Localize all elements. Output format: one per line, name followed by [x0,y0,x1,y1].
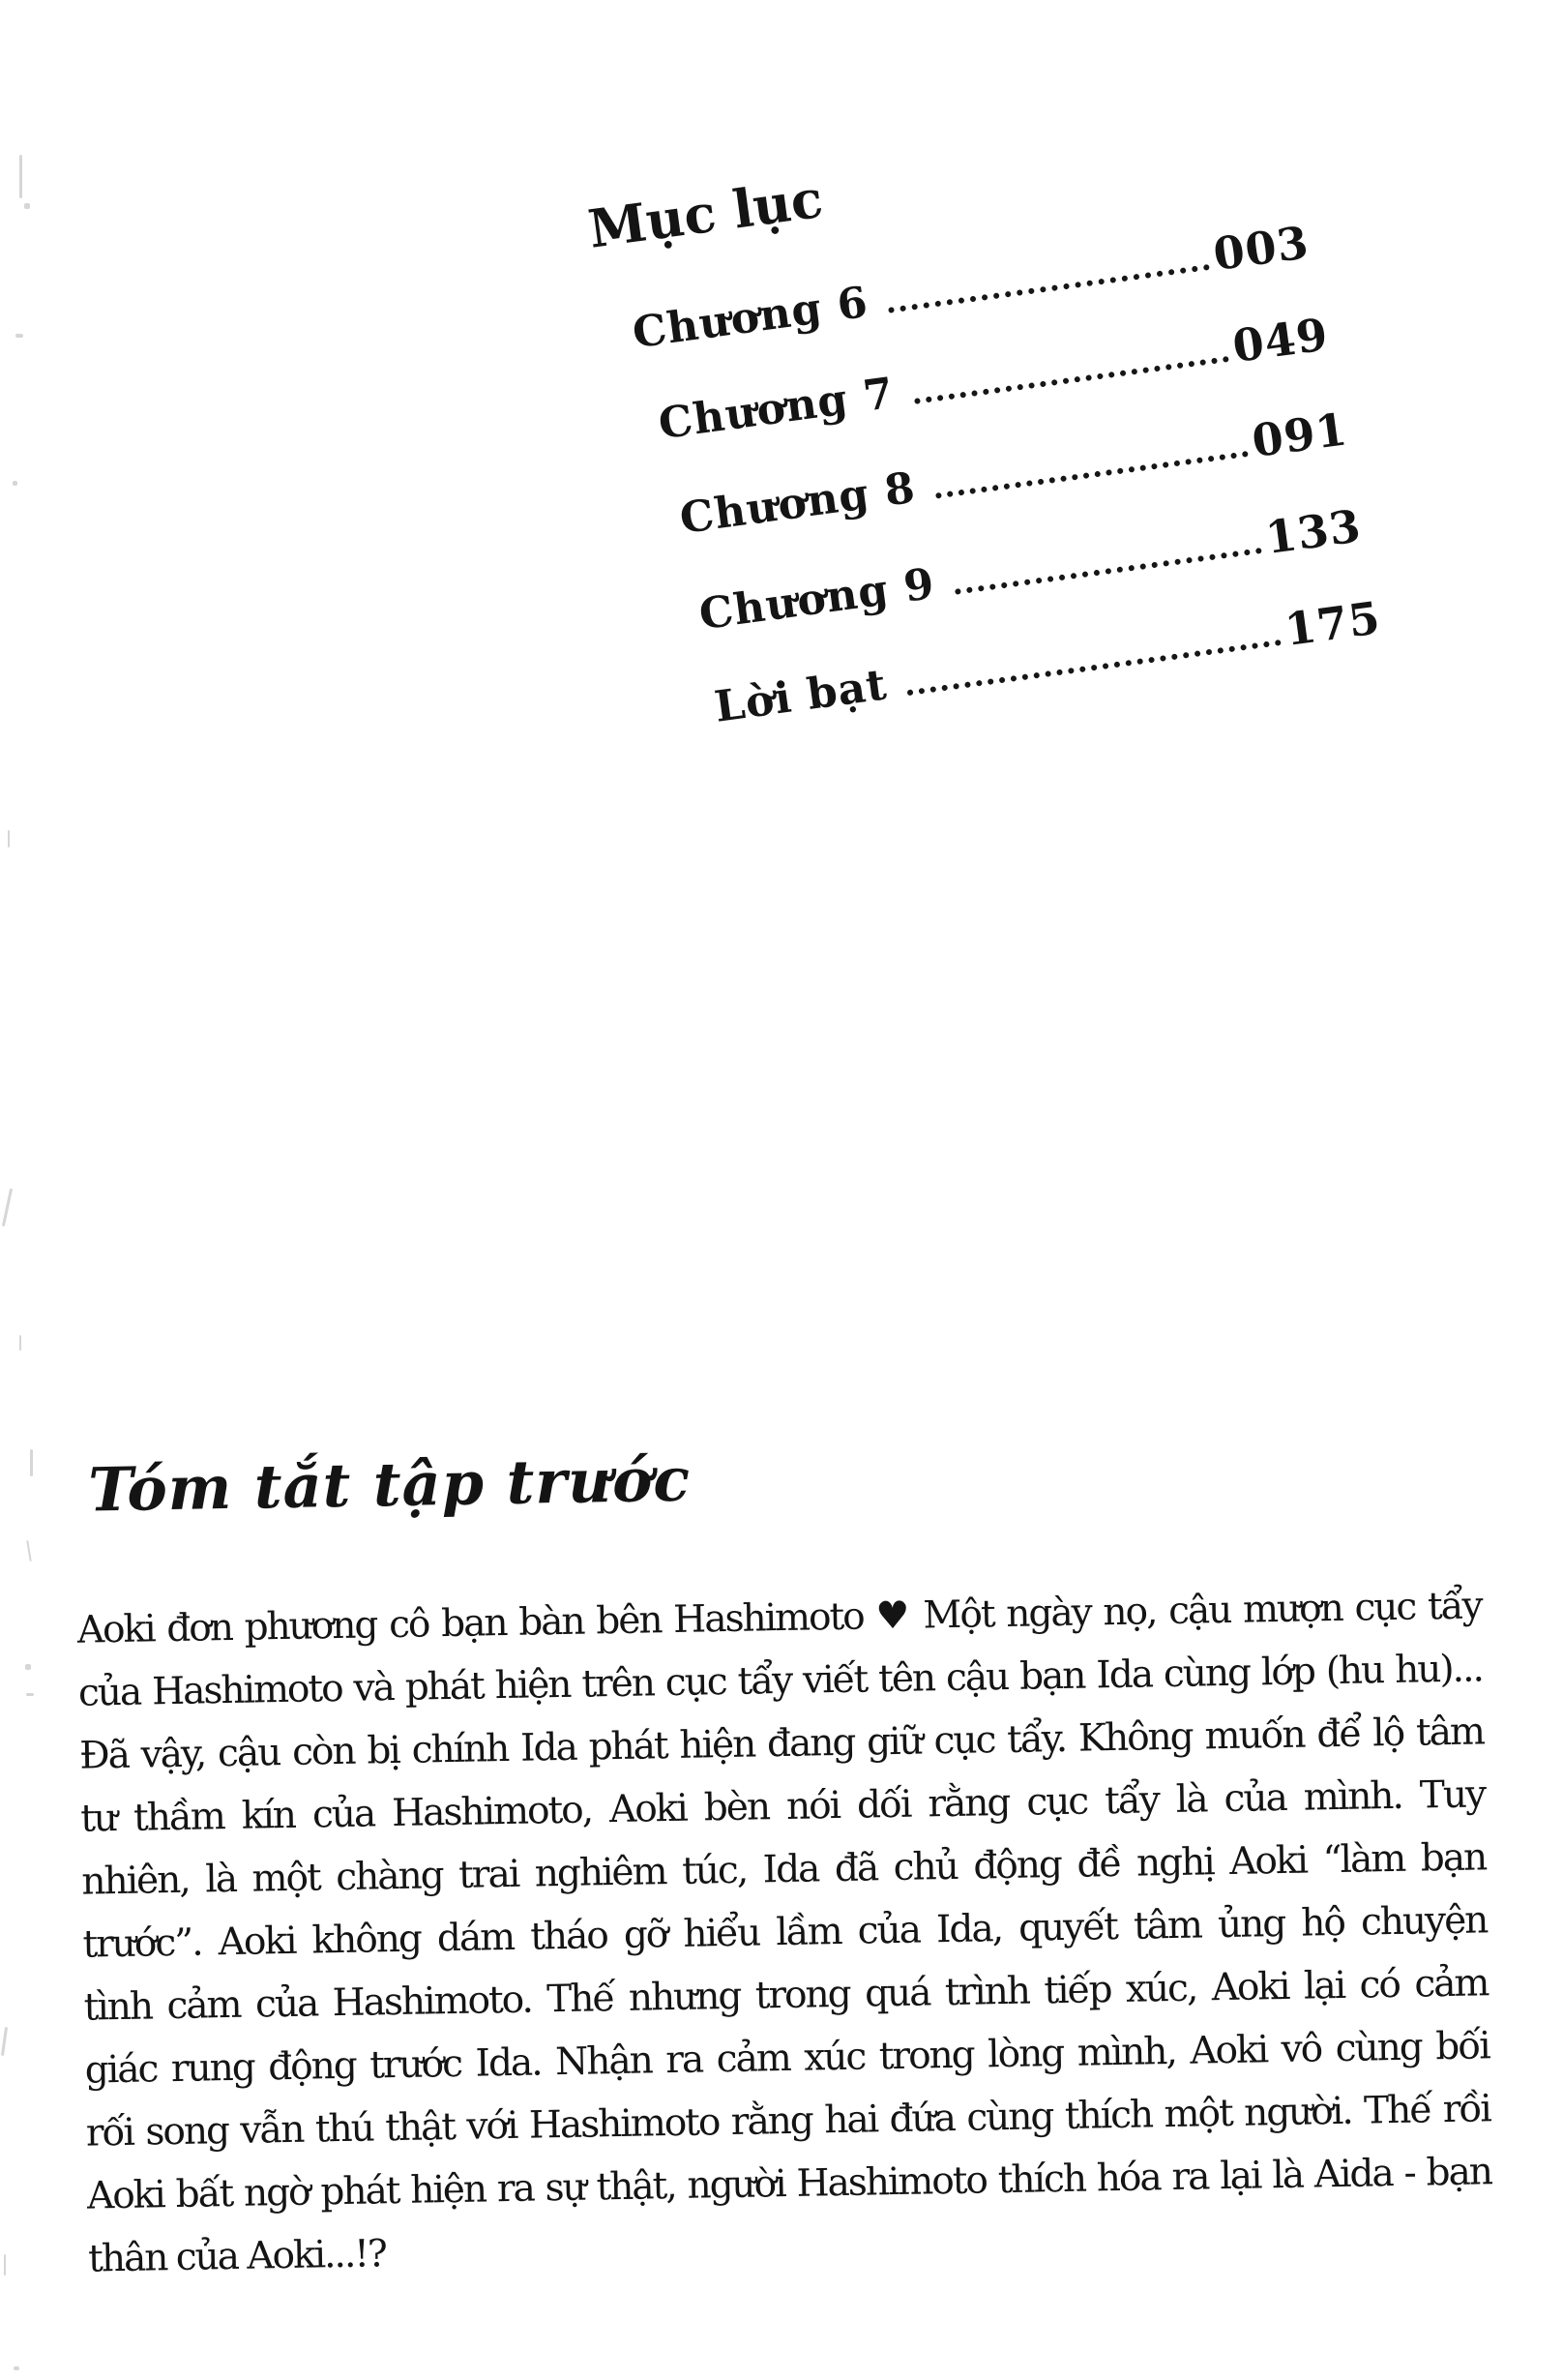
summary-line: rối song vẫn thú thật với Hashimoto rằng hai đứa cùng thích một người. Thế rồi [85,2087,1491,2156]
toc-entry-label: Chương 7 [655,368,898,449]
summary-line: nhiên, là một chàng trai nghiêm túc, Ida đã chủ động đề nghị Aoki “làm bạn [80,1835,1487,1904]
previous-volume-summary [74,1417,1492,2290]
toc-leader-dots [935,451,1249,499]
scan-artifact [14,2366,19,2370]
scan-artifact [8,830,10,848]
scan-artifact [25,1664,31,1670]
toc-entry-label: Chương 9 [695,558,938,640]
toc-leader-dots [914,356,1229,404]
toc-entry-label: Chương 6 [629,277,871,358]
toc-entry-label: Lời bạt [711,659,890,732]
summary-line: Aoki đơn phương cô bạn bàn bên Hashimoto ♥ Một ngày nọ, cậu mượn cục tẩy [76,1584,1483,1652]
scan-artifact [1,2027,8,2056]
scan-artifact [19,1335,21,1351]
summary-line: tư thầm kín của Hashimoto, Aoki bèn nói dối rằng cục tẩy là của mình. Tuy [79,1772,1486,1841]
summary-line: Đã vậy, cậu còn bị chính Ida phát hiện đang giữ cục tẩy. Không muốn để lộ tâm [78,1710,1485,1778]
summary-line: của Hashimoto và phát hiện trên cục tẩy viết tên cậu bạn Ida cùng lớp (hu hu)... [77,1647,1484,1715]
toc-page-number: 049 [1229,308,1332,373]
toc-title: Mục lục [584,166,827,260]
scan-artifact [30,1449,33,1476]
toc-leader-dots [888,264,1210,313]
toc-entry-label: Chương 8 [676,462,919,544]
scan-artifact [19,155,22,198]
scan-artifact [26,1540,31,1562]
summary-line: tình cảm của Hashimoto. Thế nhưng trong quá trình tiếp xúc, Aoki lại có cảm [83,1961,1489,2030]
scan-artifact [15,334,23,338]
toc-page-number: 091 [1249,402,1351,468]
scan-artifact [2,1188,13,1227]
toc-leader-dots [955,548,1262,595]
toc-leader-dots [907,640,1282,696]
scan-artifact [24,203,30,209]
summary-line: Aoki bất ngờ phát hiện ra sự thật, người Hashimoto thích hóa ra lại là Aida - bạn [86,2150,1492,2218]
toc-page-number: 133 [1262,499,1365,565]
summary-line: trước”. Aoki không dám tháo gỡ hiểu lầm của Ida, quyết tâm ủng hộ chuyện [82,1898,1488,1967]
scan-artifact [13,481,17,486]
summary-line: thân của Aoki...!? [87,2232,387,2281]
scan-artifact [26,1693,34,1696]
scan-artifact [4,2254,6,2276]
summary-heading: Tóm tắt tập trước [87,1443,692,1526]
summary-line: giác rung động trước Ida. Nhận ra cảm xúc trong lòng mình, Aoki vô cùng bối [84,2024,1489,2093]
toc-page-number: 003 [1210,216,1312,282]
toc-page-number: 175 [1282,591,1384,657]
